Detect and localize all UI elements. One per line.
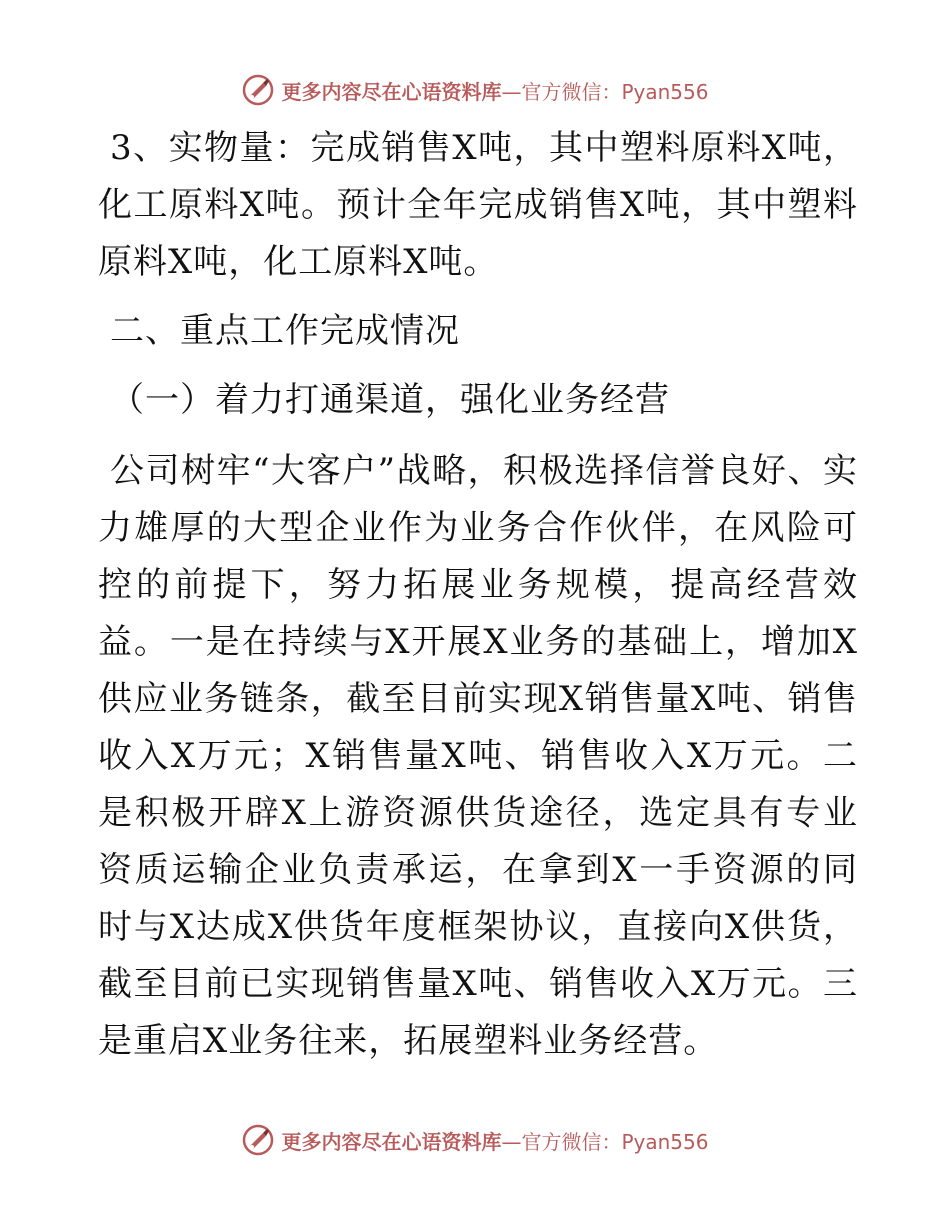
watermark-text [281, 76, 708, 105]
watermark-suffix: —官方微信：Pyan556 [501, 1129, 709, 1154]
watermark-suffix: —官方微信：Pyan556 [501, 79, 709, 104]
header-watermark [0, 70, 950, 110]
section-heading-key-work: 二、重点工作完成情况 [110, 311, 460, 351]
brand-logo-icon [241, 73, 275, 107]
watermark-text [281, 1126, 708, 1155]
subsection-heading-channels: （一）着力打通渠道，强化业务经营 [110, 380, 670, 420]
watermark-brand: 更多内容尽在心语资料库 [281, 79, 502, 104]
footer-watermark [0, 1120, 950, 1160]
brand-logo-icon [241, 1123, 275, 1157]
watermark-brand: 更多内容尽在心语资料库 [281, 1129, 502, 1154]
paragraph-physical-volume: 3、实物量：完成销售X吨，其中塑料原料X吨，化工原料X吨。预计全年完成销售X吨，其中塑料原料X吨，化工原料X吨。 [98, 128, 858, 282]
document-body [98, 120, 858, 1070]
paragraph-big-customer-strategy: 公司树牢“大客户”战略，积极选择信誉良好、实力雄厚的大型企业作为业务合作伙伴，在风险可控的前提下，努力拓展业务规模，提高经营效益。一是在持续与X开展X业务的基础上，增加X供应业务链条，截至目前实现X销售量X吨、销售收入X万元；X销售量X吨、销售收入X万元。二是积极开辟X上游资源供货途径，选定具有专业资质运输企业负责承运，在拿到X一手资源的同时与X达成X供货年度框架协议，直接向X供货，截至目前已实现销售量X吨、销售收入X万元。三是重启X业务往来，拓展塑料业务经营。 [98, 451, 858, 1061]
